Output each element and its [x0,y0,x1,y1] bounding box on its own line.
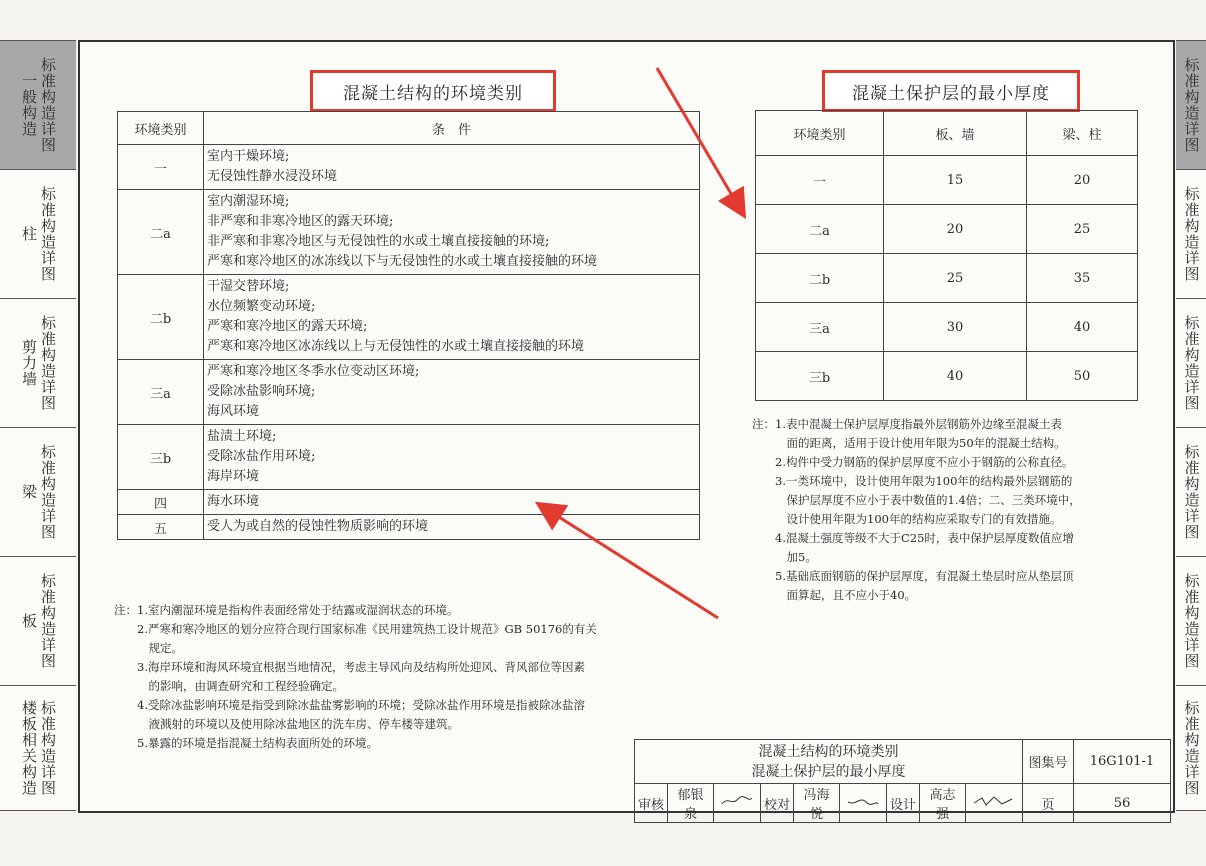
condition-line: 海风环境 [207,404,260,419]
note-line: 4.混凝土强度等级不大于C25时，表中保护层厚度数值应增 [752,531,1074,545]
beam-column-value: 35 [1027,254,1138,303]
category-cell: 三b [118,425,204,490]
category-cell: 四 [118,490,204,515]
drawing-title-block [634,739,1171,823]
arrow-to-cover-table [657,68,743,214]
slab-wall-value: 15 [884,156,1027,205]
tab-label-b: 楼板相关构造 [20,700,38,796]
note-line: 保护层厚度不应小于表中数值的1.4倍；二、三类环境中， [752,493,1081,507]
reviewer-signature [713,784,760,823]
right-tab-label: 标准构造详图 [1182,700,1201,796]
condition-line: 水位频繁变动环境; [207,299,316,314]
slab-wall-value: 40 [884,352,1027,401]
title-block-title [635,740,1023,784]
tab-label-b: 梁 [20,484,38,500]
title-line-2: 混凝土保护层的最小厚度 [751,763,906,780]
env-table-title: 混凝土结构的环境类别 [310,70,556,112]
page-label: 页 [1022,784,1073,823]
note-line: 规定。 [114,641,183,655]
designer-name: 高志强 [919,784,965,823]
title-line-1: 混凝土结构的环境类别 [758,743,899,760]
cover-table-title: 混凝土保护层的最小厚度 [822,70,1080,112]
check-label: 校对 [760,784,793,823]
condition-line: 严寒和寒冷地区的冰冻线以下与无侵蚀性的水或土壤直接接触的环境 [207,254,598,269]
note-line: 注：1.表中混凝土保护层厚度指最外层钢筋外边缘至混凝土表 [752,417,1062,431]
note-line: 的影响，由调查研究和工程经验确定。 [114,679,344,693]
condition-line: 受除冰盐作用环境; [207,449,316,464]
design-label: 设计 [886,784,919,823]
condition-line: 受除冰盐影响环境; [207,384,316,399]
category-cell: 二b [118,275,204,360]
tab-label-a: 标准构造详图 [39,444,57,540]
condition-line: 盐渍土环境; [207,429,277,444]
category-cell: 五 [118,515,204,540]
condition-line: 室内干燥环境; [207,149,290,164]
page-number: 56 [1073,784,1170,823]
condition-line: 海水环境 [207,494,260,509]
tab-label-b: 板 [20,613,38,629]
beam-column-value: 40 [1027,303,1138,352]
condition-line: 非严寒和非寒冷地区与无侵蚀性的水或土壤直接接触的环境; [207,234,550,249]
note-line: 面的距离，适用于设计使用年限为50年的混凝土结构。 [752,436,1066,450]
reviewer-name: 郁银泉 [668,784,714,823]
right-tab-label: 标准构造详图 [1182,57,1201,153]
review-label: 审核 [635,784,668,823]
beam-column-value: 25 [1027,205,1138,254]
category-cell: 三a [756,303,884,352]
note-line: 面算起，且不应小于40。 [752,588,917,602]
condition-line: 严寒和寒冷地区的露天环境; [207,319,368,334]
category-cell: 三b [756,352,884,401]
note-line: 2.严寒和寒冷地区的划分应符合现行国家标准《民用建筑热工设计规范》GB 50176的有关 [114,622,597,636]
tab-label-a: 标准构造详图 [39,315,57,411]
right-tab-label: 标准构造详图 [1182,444,1201,540]
slab-wall-value: 20 [884,205,1027,254]
condition-line: 无侵蚀性静水浸没环境 [207,169,338,184]
condition-line: 干湿交替环境; [207,279,290,294]
designer-signature [965,784,1022,823]
right-tab-label: 标准构造详图 [1182,186,1201,282]
header-slab-wall: 板、墙 [884,111,1027,156]
right-tab-label: 标准构造详图 [1182,573,1201,669]
atlas-label: 图集号 [1022,740,1073,784]
note-line: 5.基础底面钢筋的保护层厚度，有混凝土垫层时应从垫层顶 [752,569,1074,583]
category-cell: 一 [118,145,204,190]
note-line: 注：1.室内潮湿环境是指构件表面经常处于结露或湿润状态的环境。 [114,603,459,617]
tab-label-a: 标准构造详图 [39,700,57,796]
right-tab-label: 标准构造详图 [1182,315,1201,411]
checker-signature [839,784,886,823]
header-beam-column: 梁、柱 [1027,111,1138,156]
tab-label-a: 标准构造详图 [39,186,57,282]
condition-line: 非严寒和非寒冷地区的露天环境; [207,214,394,229]
note-line: 设计使用年限为100年的结构应采取专门的有效措施。 [752,512,1062,526]
category-cell: 二b [756,254,884,303]
header-category: 环境类别 [756,111,884,156]
beam-column-value: 20 [1027,156,1138,205]
tab-label-b: 柱 [20,226,38,242]
condition-line: 严寒和寒冷地区冬季水位变动区环境; [207,364,420,379]
category-cell: 一 [756,156,884,205]
condition-line: 受人为或自然的侵蚀性物质影响的环境 [207,519,429,534]
tab-label-b: 一般构造 [20,73,38,137]
note-line: 4.受除冰盐影响环境是指受到除冰盐盐雾影响的环境；受除冰盐作用环境是指被除冰盐溶 [114,698,585,712]
checker-name: 冯海悦 [793,784,839,823]
condition-line: 室内潮湿环境; [207,194,290,209]
slab-wall-value: 30 [884,303,1027,352]
note-line: 3.海岸环境和海风环境宜根据当地情况，考虑主导风向及结构所处迎风、背风部位等因素 [114,660,585,674]
note-line: 3.一类环境中，设计使用年限为100年的结构最外层钢筋的 [752,474,1073,488]
beam-column-value: 50 [1027,352,1138,401]
category-cell: 三a [118,360,204,425]
header-condition: 条 件 [204,112,700,145]
condition-line: 海岸环境 [207,469,260,484]
slab-wall-value: 25 [884,254,1027,303]
note-line: 加5。 [752,550,817,564]
note-line: 液溅射的环境以及使用除冰盐地区的洗车房、停车楼等建筑。 [114,717,459,731]
atlas-number: 16G101-1 [1073,740,1170,784]
arrow-to-env-table [540,505,718,618]
category-cell: 二a [118,190,204,275]
tab-label-a: 标准构造详图 [39,57,57,153]
tab-label-a: 标准构造详图 [39,573,57,669]
header-category: 环境类别 [118,112,204,145]
note-line: 5.暴露的环境是指混凝土结构表面所处的环境。 [114,736,378,750]
condition-line: 严寒和寒冷地区冰冻线以上与无侵蚀性的水或土壤直接接触的环境 [207,339,585,354]
category-cell: 二a [756,205,884,254]
tab-label-b: 剪力墙 [20,339,38,387]
note-line: 2.构件中受力钢筋的保护层厚度不应小于钢筋的公称直径。 [752,455,1074,469]
